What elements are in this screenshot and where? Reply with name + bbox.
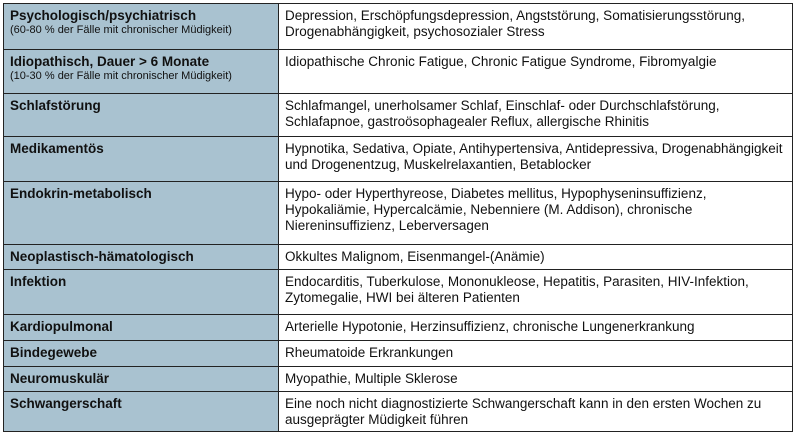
category-cell <box>4 93 279 136</box>
table-row <box>4 137 793 182</box>
category-title: Endokrin-metabolisch <box>10 186 152 202</box>
category-title: Psychologisch/psychiatrisch <box>10 8 197 23</box>
table-row <box>4 341 793 367</box>
description-cell: Idiopathische Chronic Fatigue, Chronic Fatigue Syndrome, Fibromyalgie <box>279 50 793 93</box>
table-row <box>4 367 793 392</box>
fatigue-causes-table <box>3 3 793 432</box>
category-cell <box>4 4 279 50</box>
description-cell: Rheumatoide Erkrankungen <box>279 341 793 367</box>
category-subtitle: (60-80 % der Fälle mit chronischer Müdigkeit) <box>10 24 232 36</box>
description-cell: Depression, Erschöpfungsdepression, Angststörung, Somatisierungsstörung, Drogenabhängigkeit, psychosozialer Stress <box>279 4 793 50</box>
table-row <box>4 315 793 341</box>
category-title: Infektion <box>10 274 67 290</box>
category-cell <box>4 270 279 315</box>
category-cell <box>4 182 279 245</box>
description-cell: Arterielle Hypotonie, Herzinsuffizienz, chronische Lungenerkrankung <box>279 315 793 341</box>
description-cell: Hypnotika, Sedativa, Opiate, Antihypertensiva, Antidepressiva, Drogenabhängigkeit und Drogenentzug, Muskelrelaxantien, Betablocker <box>279 137 793 182</box>
table-row <box>4 93 793 136</box>
description-cell: Okkultes Malignom, Eisenmangel-(Anämie) <box>279 245 793 270</box>
category-title: Schlafstörung <box>10 97 101 113</box>
category-title: Neoplastisch-hämatologisch <box>10 249 194 265</box>
category-cell <box>4 137 279 182</box>
description-cell: Eine noch nicht diagnostizierte Schwangerschaft kann in den ersten Wochen zu ausgeprägter Müdigkeit führen <box>279 391 793 431</box>
category-cell <box>4 391 279 431</box>
category-subtitle: (10-30 % der Fälle mit chronischer Müdigkeit) <box>10 70 232 83</box>
category-title: Idiopathisch, Dauer > 6 Monate <box>10 54 210 70</box>
category-cell <box>4 367 279 392</box>
description-cell: Hypo- oder Hyperthyreose, Diabetes mellitus, Hypophyseninsuffizienz, Hypokaliämie, Hypercalcämie, Nebenniere (M. Addison), chronische Niereninsuffizienz, Leberversagen <box>279 182 793 245</box>
category-title: Kardiopulmonal <box>10 319 113 335</box>
category-title: Neuromuskulär <box>10 371 110 386</box>
table-body <box>4 4 793 432</box>
fatigue-causes-table-wrap <box>3 3 792 432</box>
table-row <box>4 391 793 431</box>
table-row <box>4 270 793 315</box>
table-row <box>4 4 793 50</box>
description-cell: Endocarditis, Tuberkulose, Mononukleose, Hepatitis, Parasiten, HIV-Infektion, Zytomegalie, HWI bei älteren Patienten <box>279 270 793 315</box>
description-cell: Schlafmangel, unerholsamer Schlaf, Einschlaf- oder Durchschlafstörung, Schlafapnoe, gastroösophagealer Reflux, allergische Rhinitis <box>279 93 793 136</box>
table-row <box>4 182 793 245</box>
category-cell <box>4 341 279 367</box>
category-title: Schwangerschaft <box>10 395 122 411</box>
table-row <box>4 50 793 93</box>
description-cell: Myopathie, Multiple Sklerose <box>279 367 793 392</box>
category-title: Medikamentös <box>10 141 104 157</box>
table-row <box>4 245 793 270</box>
category-title: Bindegewebe <box>10 345 98 361</box>
category-cell <box>4 50 279 93</box>
category-cell <box>4 315 279 341</box>
category-cell <box>4 245 279 270</box>
